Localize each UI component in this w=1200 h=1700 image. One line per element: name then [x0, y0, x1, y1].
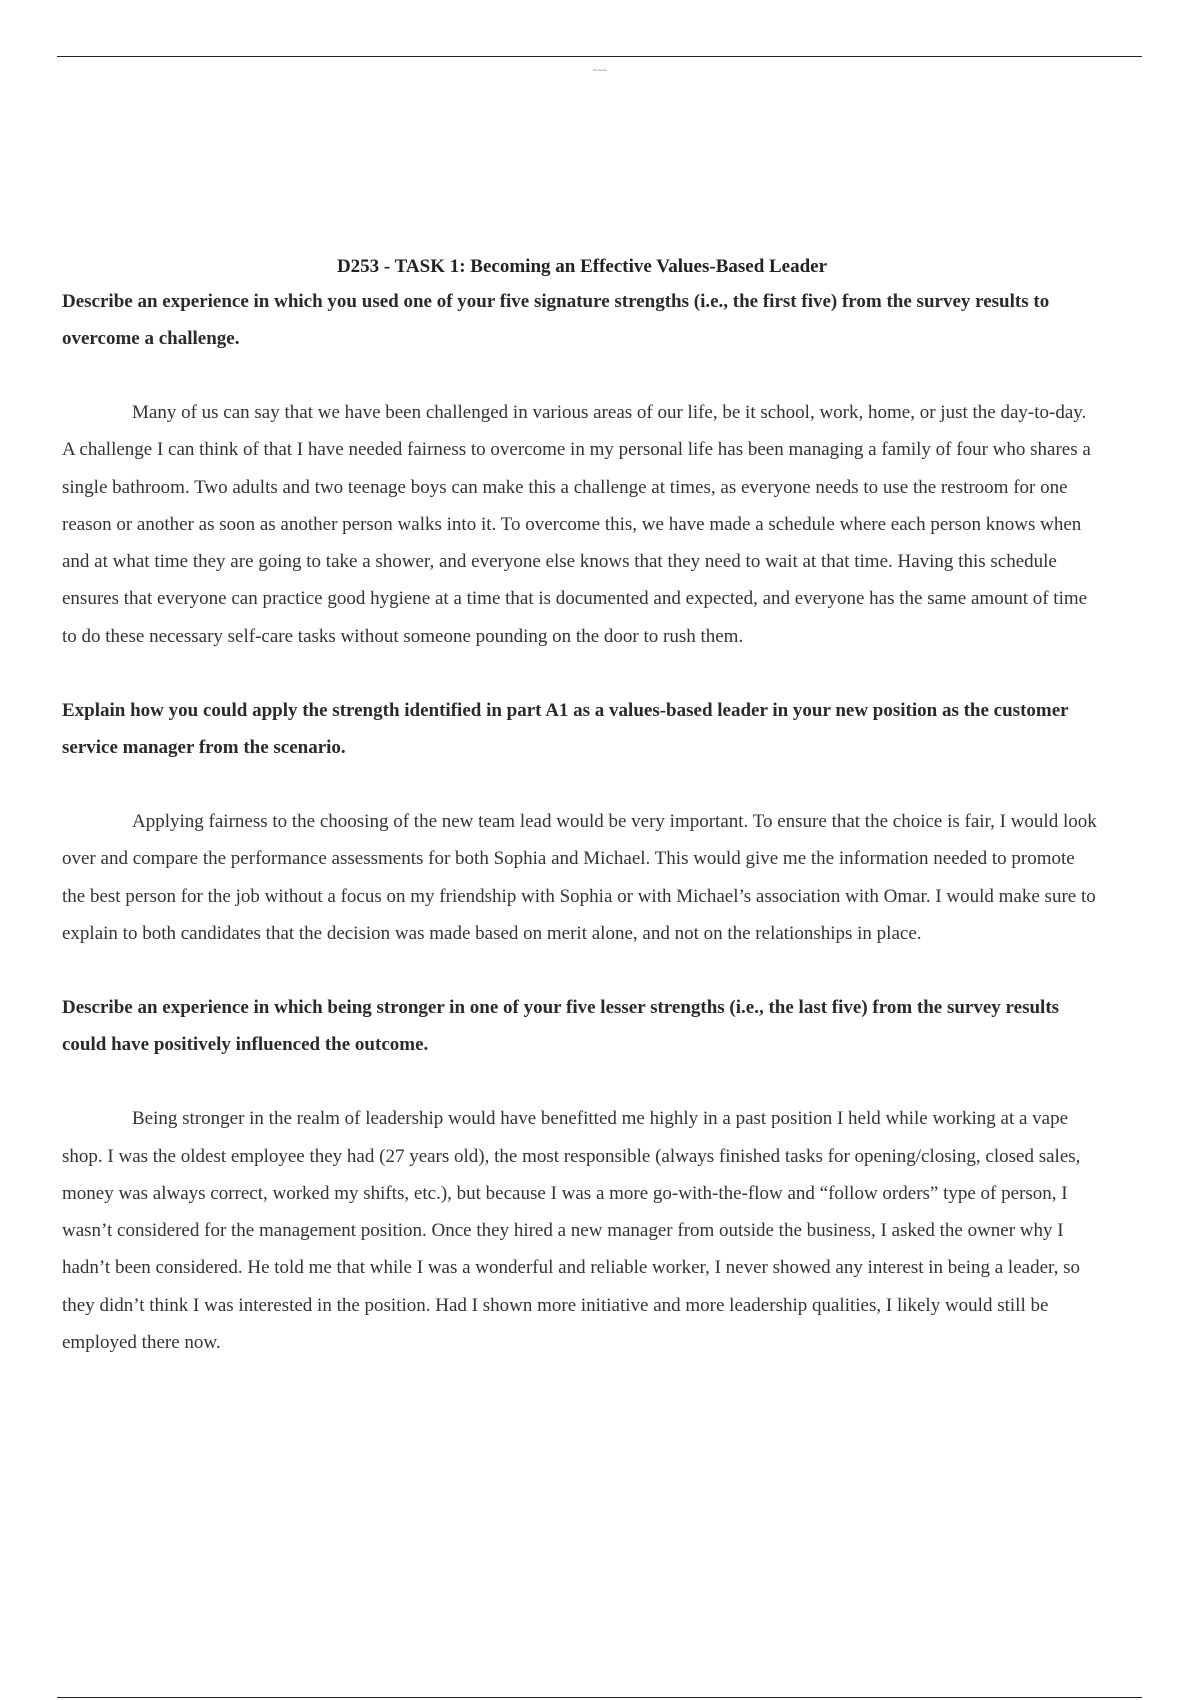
document-title: D253 - TASK 1: Becoming an Effective Values-Based Leader	[336, 256, 828, 277]
answer-b1: Being stronger in the realm of leadership would have benefitted me highly in a past position I held while working at a vape shop. I was the oldest employee they had (27 years old), the most responsible (always finished tasks for opening/closing, closed sales, money was always correct, worked my shifts, etc.), but because I was a more go-with-the-flow and “follow orders” type of person, I wasn’t considered for the management position. Once they hired a new manager from outside the business, I asked the owner why I hadn’t been considered. He told me that while I was a wonderful and reliable worker, I never showed any interest in being a leader, so they didn’t think I was interested in the position. Had I shown more initiative and more leadership qualities, I likely would still be employed there now.	[62, 1108, 1081, 1354]
header-mark: ~~~	[592, 66, 608, 75]
spacer	[62, 766, 1102, 803]
answer-a2: Applying fairness to the choosing of the new team lead would be very important. To ensure that the choice is fair, I would look over and compare the performance assessments for both Sophia and Michael. This would give me the information needed to promote the best person for the job without a focus on my friendship with Sophia or with Michael’s association with Omar. I would make sure to explain to both candidates that the decision was made based on merit alone, and not on the relationships in place.	[62, 811, 1097, 944]
question-a2: Explain how you could apply the strength identified in part A1 as a values-based leader in your new position as the customer service manager from the scenario.	[62, 700, 1069, 759]
spacer	[62, 1063, 1102, 1100]
question-a1: Describe an experience in which you used one of your five signature strengths (i.e., the first five) from the survey results to overcome a challenge.	[62, 291, 1050, 349]
spacer	[62, 655, 1102, 692]
top-rule	[57, 56, 1142, 57]
spacer	[62, 952, 1102, 989]
document-body	[62, 253, 1102, 1361]
spacer	[62, 357, 1102, 394]
answer-a1: Many of us can say that we have been challenged in various areas of our life, be it school, work, home, or just the day-to-day. A challenge I can think of that I have needed fairness to overcome in my personal life has been managing a family of four who shares a single bathroom. Two adults and two teenage boys can make this a challenge at times, as everyone needs to use the restroom for one reason or another as soon as another person walks into it. To overcome this, we have made a schedule where each person knows when and at what time they are going to take a shower, and everyone else knows that they need to wait at that time. Having this schedule ensures that everyone can practice good hygiene at a time that is documented and expected, and everyone has the same amount of time to do these necessary self-care tasks without someone pounding on the door to rush them.	[62, 402, 1091, 647]
bottom-rule	[57, 1697, 1142, 1698]
question-b1: Describe an experience in which being stronger in one of your five lesser strengths (i.e., the last five) from the survey results could have positively influenced the outcome.	[62, 997, 1060, 1056]
